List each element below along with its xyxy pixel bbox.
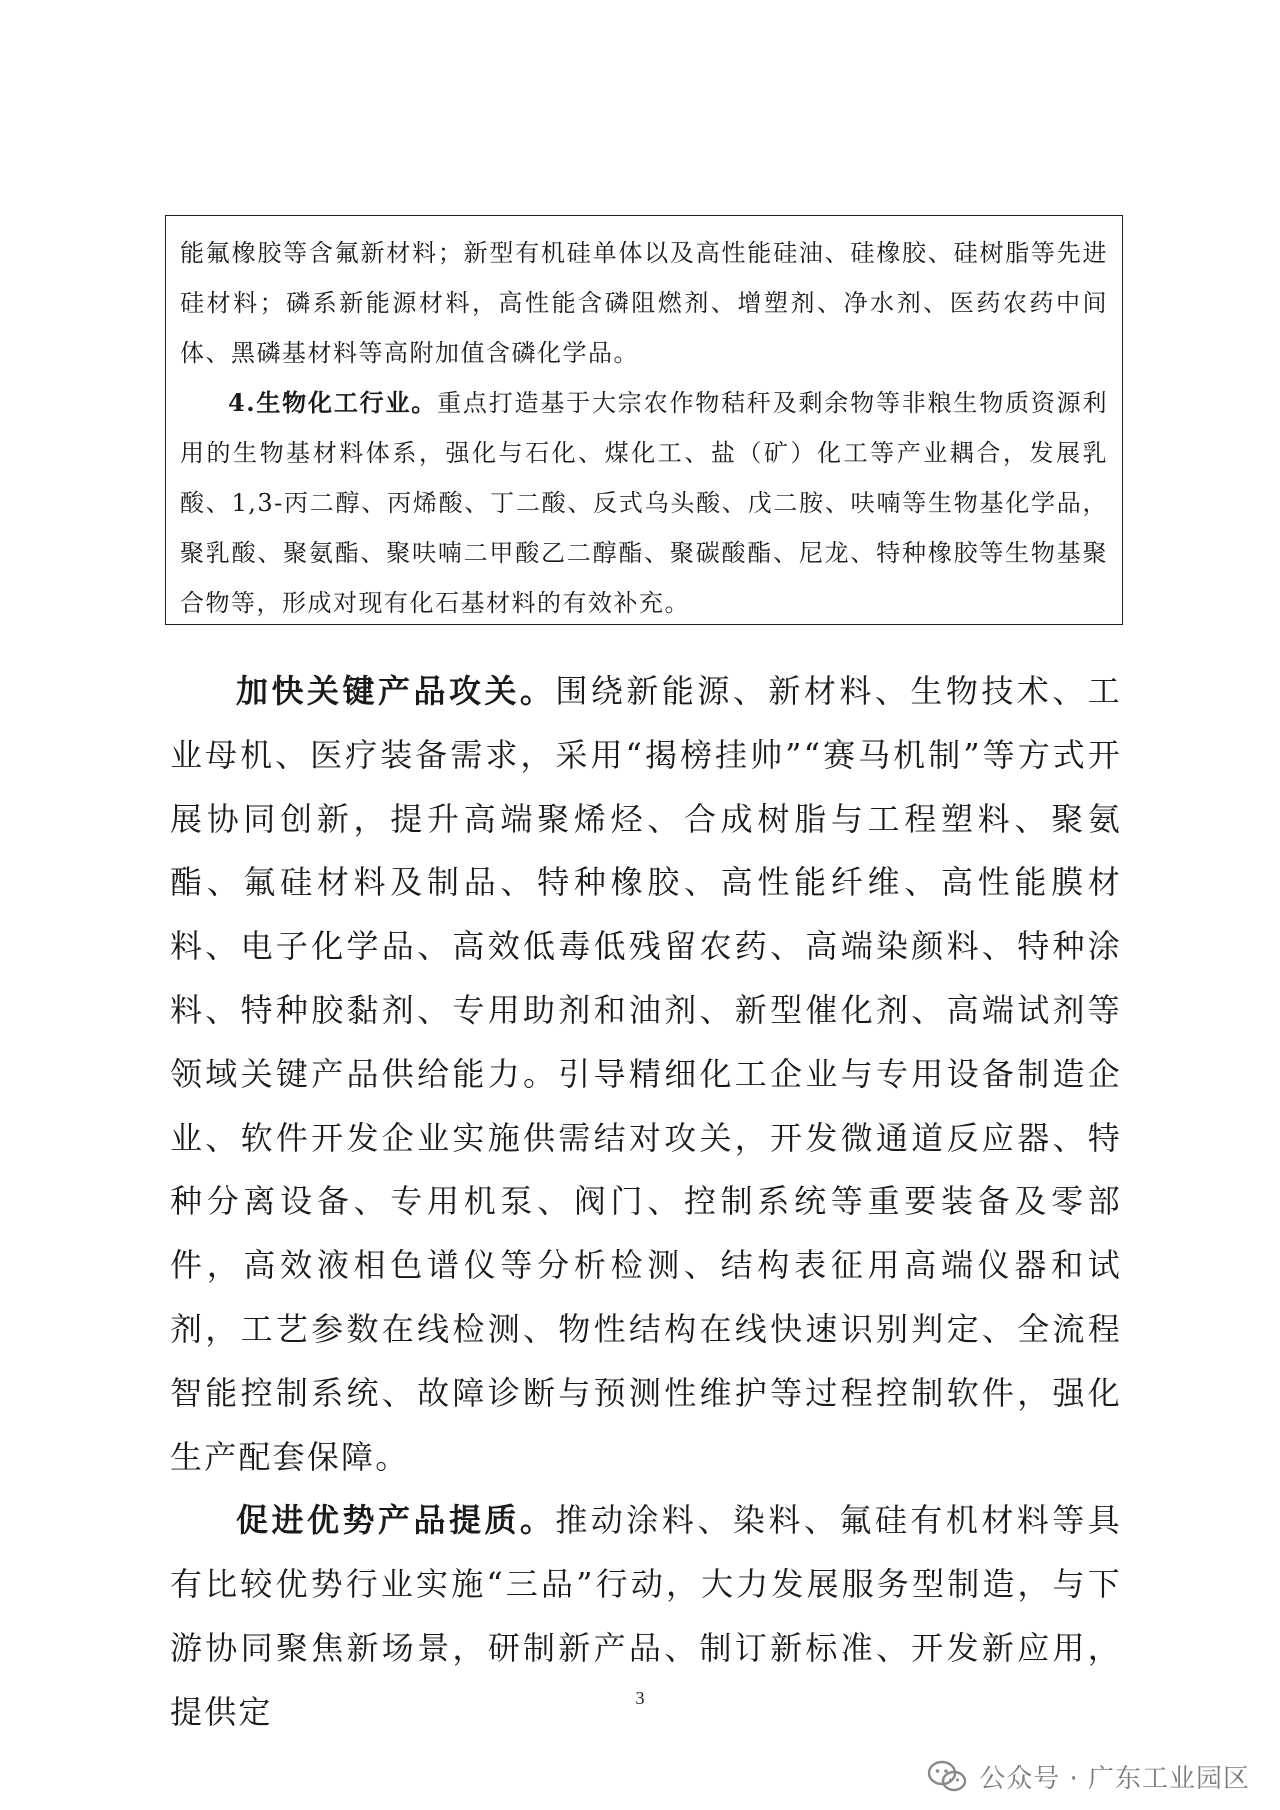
watermark-text: 公众号 · 广东工业园区 xyxy=(979,1764,1250,1794)
paragraph-1-heading: 加快关键产品攻关。 xyxy=(236,672,556,710)
box-paragraph-1: 能氟橡胶等含氟新材料；新型有机硅单体以及高性能硅油、硅橡胶、硅树脂等先进硅材料；磷系新能源材料，高性能含磷阻燃剂、增塑剂、净水剂、医药农药中间体、黑磷基材料等高附加值含磷化学品。 xyxy=(180,239,1108,367)
body-paragraph-1 xyxy=(170,660,1122,1489)
paragraph-1-body: 围绕新能源、新材料、生物技术、工业母机、医疗装备需求，采用“揭榜挂帅”“赛马机制”等方式开展协同创新，提升高端聚烯烃、合成树脂与工程塑料、聚氨酯、氟硅材料及制品、特种橡胶、高性能纤维、高性能膜材料、电子化学品、高效低毒低残留农药、高端染颜料、特种涂料、特种胶黏剂、专用助剂和油剂、新型催化剂、高端试剂等领域关键产品供给能力。引导精细化工企业与专用设备制造企业、软件开发企业实施供需结对攻关，开发微通道反应器、特种分离设备、专用机泵、阀门、控制系统等重要装备及零部件，高效液相色谱仪等分析检测、结构表征用高端仪器和试剂，工艺参数在线检测、物性结构在线快速识别判定、全流程智能控制系统、故障诊断与预测性维护等过程控制软件，强化生产配套保障。 xyxy=(170,672,1122,1476)
paragraph-2-body: 推动涂料、染料、氟硅有机材料等具有比较优势行业实施“三品”行动，大力发展服务型制造，与下游协同聚焦新场景，研制新产品、制订新标准、开发新应用，提供定 xyxy=(170,1501,1122,1731)
main-body xyxy=(170,660,1122,1745)
boxed-note xyxy=(165,215,1123,625)
wechat-icon xyxy=(927,1760,967,1794)
paragraph-2-heading: 促进优势产品提质。 xyxy=(236,1501,556,1540)
page-number: 3 xyxy=(635,1688,645,1708)
box-subheading: 4.生物化工行业。 xyxy=(228,388,438,417)
box-paragraph-2-body: 重点打造基于大宗农作物秸秆及剩余物等非粮生物质资源利用的生物基材料体系，强化与石化、煤化工、盐（矿）化工等产业耦合，发展乳酸、1,3-丙二醇、丙烯酸、丁二酸、反式乌头酸、戊二胺、呋喃等生物基化学品，聚乳酸、聚氨酯、聚呋喃二甲酸乙二醇酯、聚碳酸酯、尼龙、特种橡胶等生物基聚合物等，形成对现有化石基材料的有效补充。 xyxy=(180,389,1108,617)
watermark xyxy=(927,1758,1250,1795)
box-paragraph-2 xyxy=(180,378,1108,628)
